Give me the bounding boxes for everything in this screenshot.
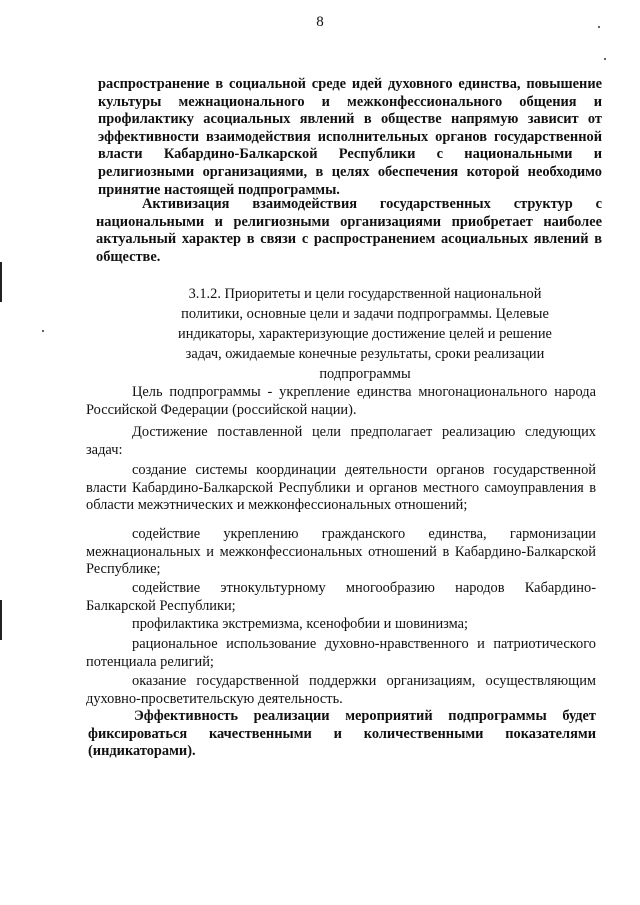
intro-paragraph: Активизация взаимодействия государственных структур с национальными и религиозными организациями приобретает наиболее актуальный характер в связи с распространением асоциальных явлений в обществе. (96, 196, 602, 265)
scan-speck (598, 26, 600, 28)
task-item: содействие этнокультурному многообразию народов Кабардино-Балкарской Республики; (86, 580, 596, 614)
task-item: рациональное использование духовно-нравственного и патриотического потенциала религий; (86, 636, 596, 670)
task-item: профилактика экстремизма, ксенофобии и шовинизма; (132, 616, 469, 632)
page-number: 8 (316, 14, 324, 30)
task-item: содействие укреплению гражданского единства, гармонизации межнациональных и межконфессиональных отношений в Кабардино-Балкарской Республике; (86, 526, 596, 578)
scan-margin-mark (0, 600, 2, 640)
closing-paragraph: Эффективность реализации мероприятий подпрограммы будет фиксироваться качественными и количественными показателями (индикаторами). (88, 708, 596, 760)
intro-paragraph: распространение в социальной среде идей духовного единства, повышение культуры межнационального и межконфессионального общения и профилактику асоциальных явлений в обществе напрямую зависит от эффективности взаимодействия исполнительных органов государственной власти Кабардино-Балкарской Республики с национальными и религиозными организациями, в целях обеспечения которой необходимо принятие настоящей подпрограммы. (98, 76, 602, 198)
scan-speck (604, 58, 606, 60)
task-item: оказание государственной поддержки организациям, осуществляющим духовно-просветительскую деятельность. (86, 673, 596, 707)
task-item: создание системы координации деятельности органов государственной власти Кабардино-Балкарской Республики и органов местного самоуправления в области межэтнических и межконфессиональных отношений; (86, 462, 596, 514)
tasks-intro: Достижение поставленной цели предполагает реализацию следующих задач: (86, 424, 596, 458)
scan-margin-mark (0, 262, 2, 302)
goal-paragraph: Цель подпрограммы - укрепление единства многонационального народа Российской Федерации (российской нации). (86, 384, 596, 418)
section-heading: 3.1.2. Приоритеты и цели государственной национальной политики, основные цели и задачи подпрограммы. Целевые индикаторы, характеризующие достижение целей и решение задач, ожидаемые конечные результаты, сроки реализации подпрограммы (178, 286, 552, 382)
scan-speck (42, 330, 44, 332)
